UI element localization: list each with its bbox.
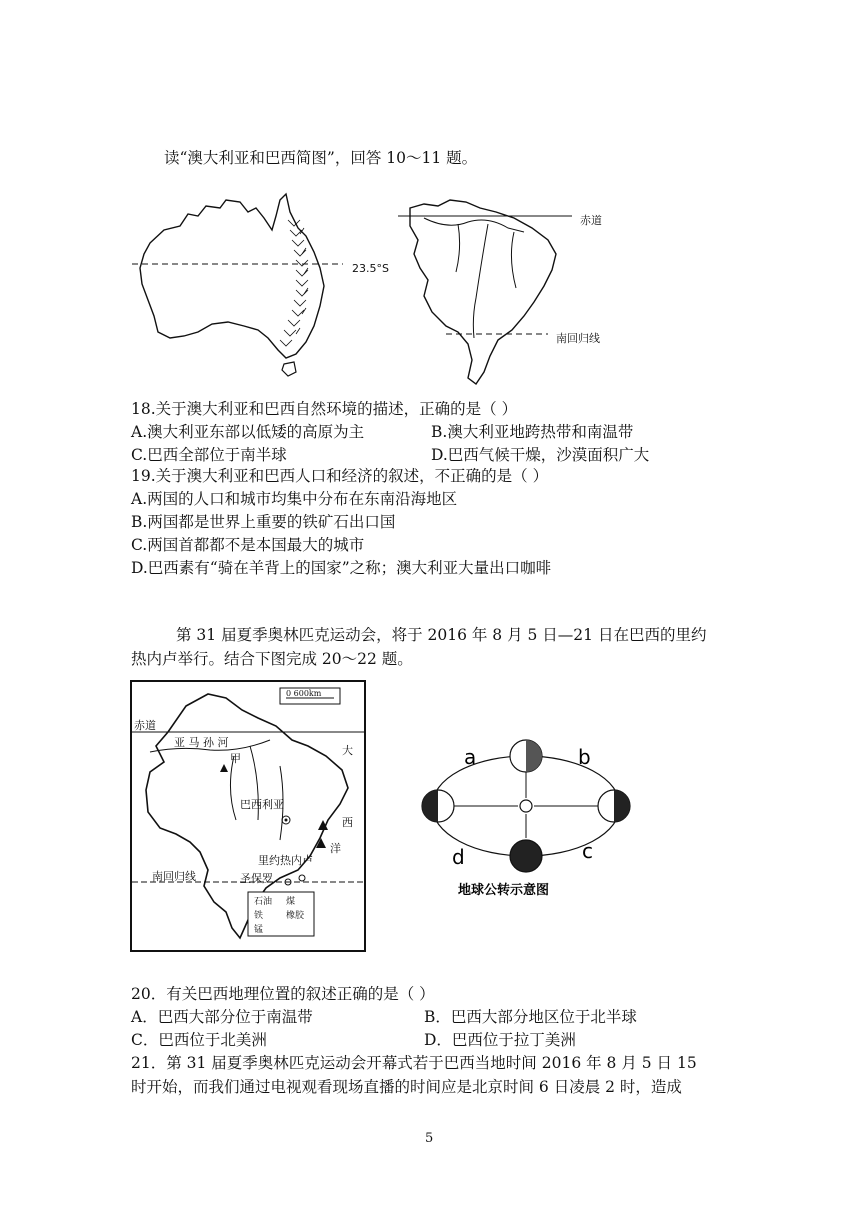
q19-option-c: C.两国首都都不是本国最大的城市 bbox=[131, 536, 365, 554]
legend-rubber: 橡胶 bbox=[286, 911, 305, 921]
brazil-outline bbox=[146, 694, 348, 938]
section2-intro-line1: 第 31 届夏季奥林匹克运动会，将于 2016 年 8 月 5 日—21 日在巴西的里约 bbox=[176, 626, 707, 644]
q20-option-a: A．巴西大部分位于南温带 bbox=[131, 1008, 313, 1026]
q20-option-d: D．巴西位于拉丁美洲 bbox=[424, 1031, 576, 1049]
q19-stem: 19.关于澳大利亚和巴西人口和经济的叙述，不正确的是（ ） bbox=[131, 467, 549, 485]
equator-label: 赤道 bbox=[580, 214, 602, 227]
q20-stem: 20．有关巴西地理位置的叙述正确的是（ ） bbox=[131, 985, 435, 1003]
q19-option-a: A.两国的人口和城市均集中分布在东南沿海地区 bbox=[131, 490, 458, 508]
legend-oil: 石油 bbox=[254, 897, 273, 907]
legend-manganese: 锰 bbox=[254, 925, 264, 935]
brazil-equator-label: 赤道 bbox=[134, 719, 156, 732]
ocean-label-1: 大 bbox=[342, 744, 353, 757]
q18-option-d: D.巴西气候干燥，沙漠面积广大 bbox=[431, 446, 650, 464]
saopaulo-label: 圣保罗 bbox=[240, 872, 273, 885]
section1-intro: 读“澳大利亚和巴西简图”，回答 10～11 题。 bbox=[164, 149, 478, 167]
legend-coal: 煤 bbox=[286, 897, 296, 907]
ocean-label-2: 西 bbox=[342, 816, 353, 829]
brazil-resource-map bbox=[130, 680, 368, 954]
earth-revolution-diagram bbox=[414, 730, 644, 900]
page-number: 5 bbox=[425, 1131, 434, 1146]
q20-option-c: C．巴西位于北美洲 bbox=[131, 1031, 267, 1049]
rio-label: 里约热内卢 bbox=[258, 854, 313, 867]
q21-line1: 21．第 31 届夏季奥林匹克运动会开幕式若于巴西当地时间 2016 年 8 月 5 日 15 bbox=[131, 1054, 697, 1072]
q18-option-c: C.巴西全部位于南半球 bbox=[131, 446, 287, 464]
south-america-outline bbox=[410, 200, 556, 384]
scale-label: 0 600km bbox=[286, 689, 322, 698]
jia-label: 甲 bbox=[230, 752, 241, 765]
orbit-title: 地球公转示意图 bbox=[458, 883, 550, 898]
brasilia-label: 巴西利亚 bbox=[240, 798, 284, 811]
q19-option-d: D.巴西素有“骑在羊背上的国家”之称；澳大利亚大量出口咖啡 bbox=[131, 559, 552, 577]
tropic-label: 南回归线 bbox=[556, 332, 600, 345]
q18-option-b: B.澳大利亚地跨热带和南温带 bbox=[431, 423, 634, 441]
orbit-label-a: a bbox=[464, 745, 477, 769]
orbit-label-b: b bbox=[578, 745, 591, 769]
q21-line2: 时开始，而我们通过电视观看现场直播的时间应是北京时间 6 日凌晨 2 时，造成 bbox=[131, 1078, 682, 1096]
section2-intro-line2: 热内卢举行。结合下图完成 20～22 题。 bbox=[131, 650, 413, 668]
amazon-label: 亚 马 孙 河 bbox=[174, 736, 229, 749]
tasmania-outline bbox=[282, 362, 296, 376]
q18-stem: 18.关于澳大利亚和巴西自然环境的描述，正确的是（ ） bbox=[131, 400, 518, 418]
q18-option-a: A.澳大利亚东部以低矮的高原为主 bbox=[131, 423, 365, 441]
ocean-label-3: 洋 bbox=[330, 842, 341, 855]
orbit-label-d: d bbox=[452, 845, 465, 869]
orbit-label-c: c bbox=[582, 839, 593, 863]
legend-iron: 铁 bbox=[254, 911, 264, 921]
q19-option-b: B.两国都是世界上重要的铁矿石出口国 bbox=[131, 513, 396, 531]
latitude-label: 23.5°S bbox=[352, 262, 389, 275]
australia-brazil-map bbox=[128, 188, 618, 388]
q20-option-b: B．巴西大部分地区位于北半球 bbox=[424, 1008, 637, 1026]
brazil-tropic-label: 南回归线 bbox=[152, 870, 196, 883]
